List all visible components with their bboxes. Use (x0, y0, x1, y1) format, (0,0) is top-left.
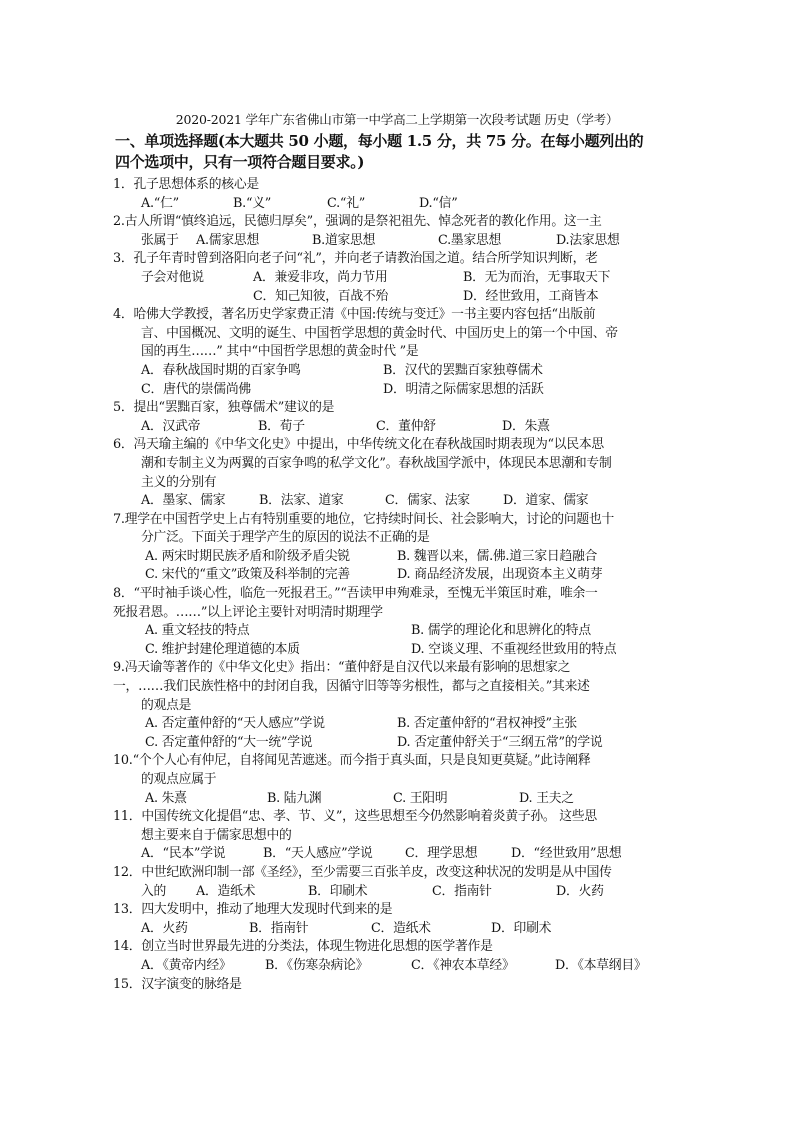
option-d: D．《本草纲目》 (555, 957, 647, 973)
option-row (113, 288, 678, 307)
question-6 (113, 436, 678, 510)
option-a: A．《黄帝内经》 (141, 957, 232, 973)
option-d: D．印刷术 (491, 920, 552, 936)
option-c: C.墨家思想 (438, 232, 502, 248)
option-b: B. 陆九渊 (267, 790, 322, 806)
question-stem-continued: 入的 (141, 883, 167, 899)
question-5 (113, 399, 678, 436)
option-b: B. 儒学的理论化和思辨化的特点 (411, 623, 591, 639)
option-a: A. 否定董仲舒的“天人感应”学说 (145, 716, 325, 732)
option-row (113, 920, 678, 939)
question-stem: 1．孔子思想体系的核心是 (113, 177, 259, 192)
question-list (113, 176, 678, 994)
question-9 (113, 659, 678, 752)
option-row (113, 790, 678, 809)
question-stem-continued: 潮和专制主义为两翼的百家争鸣的私学文化”。春秋战国学派中，体现民本思潮和专制 (141, 455, 612, 471)
option-c: C. 否定董仲舒的“大一统”学说 (145, 734, 313, 750)
option-row (113, 381, 678, 400)
question-stem: 7.理学在中国哲学史上占有特别重要的地位，它持续时间长、社会影响大，讨论的问题也十 (113, 511, 615, 527)
option-row (113, 492, 678, 511)
option-b: B. 魏晋以来，儒.佛.道三家日趋融合 (397, 548, 598, 564)
question-11 (113, 808, 678, 864)
option-b: B．“天人感应”学说 (263, 846, 373, 862)
option-d: D. 商品经济发展，出现资本主义萌芽 (397, 567, 603, 583)
question-stem: 6．冯天瑜主编的《中华文化史》中提出，中华传统文化在春秋战国时期表现为“以民本思 (113, 437, 604, 453)
question-8 (113, 585, 678, 659)
option-c: C．指南针 (432, 883, 492, 899)
option-c: C．董仲舒 (376, 418, 436, 434)
option-d: D．火药 (556, 883, 604, 899)
option-a: A．兼爱非攻，尚力节用 (253, 269, 388, 285)
option-a: A．火药 (141, 920, 188, 936)
option-c: C. 宋代的“重文”政策及科举制的完善 (145, 567, 350, 583)
question-12 (113, 864, 678, 901)
option-a: A．春秋战国时期的百家争鸣 (141, 362, 301, 378)
question-stem-continued: 的观点应属于 (141, 772, 217, 787)
option-row (113, 362, 678, 381)
option-b: B．法家、道家 (259, 493, 344, 509)
option-row (113, 195, 678, 214)
question-stem: 9.冯天谕等著作的《中华文化史》指出：“董仲舒是自汉代以来最有影响的思想家之 (113, 660, 571, 676)
option-c: C．造纸术 (371, 920, 431, 936)
question-stem-continued: 子会对他说 (141, 269, 204, 285)
option-d: D．道家、儒家 (503, 493, 589, 509)
option-d: D. 否定董仲舒关于“三纲五常”的学说 (397, 734, 603, 750)
option-d: D.“信” (419, 195, 458, 211)
section-heading (115, 131, 685, 173)
option-a: A．“民本”学说 (141, 846, 226, 862)
option-d: D．明清之际儒家思想的活跃 (383, 381, 544, 397)
question-4 (113, 306, 678, 399)
option-c: C．知己知彼，百战不殆 (253, 288, 389, 304)
option-row (113, 548, 678, 567)
option-b: B．荀子 (258, 418, 305, 434)
option-b: B．汉代的罢黜百家独尊儒术 (383, 362, 543, 378)
option-row (113, 418, 678, 437)
option-row (113, 957, 678, 976)
option-b: B.道家思想 (312, 232, 376, 248)
question-10 (113, 752, 678, 808)
option-c: C．《神农本草经》 (411, 957, 515, 973)
option-c: C. 维护封建伦理道德的本质 (145, 641, 300, 657)
option-row (113, 232, 678, 251)
option-b: B．无为而治，无事取天下 (463, 269, 611, 285)
option-b: B. 否定董仲舒的“君权神授”主张 (397, 716, 577, 732)
option-row (113, 883, 678, 902)
question-stem: 10.“个个人心有仲尼，自将闻见苦遮迷。而今指于真头面，只是良知更莫疑。”此诗阐释 (113, 753, 591, 769)
question-stem-continued: 一，……我们民族性格中的封闭自我，因循守旧等等劣根性，都与之直接相关。”其来述 (113, 679, 590, 695)
option-a: A．墨家、儒家 (141, 493, 226, 509)
question-2 (113, 213, 678, 250)
option-d: D. 空谈义理、不重视经世致用的特点 (411, 641, 617, 657)
option-row (113, 734, 678, 753)
option-c: C．唐代的崇儒尚佛 (141, 381, 251, 397)
question-stem: 14．创立当时世界最先进的分类法，体现生物进化思想的医学著作是 (113, 939, 493, 955)
option-b: B．指南针 (249, 920, 309, 936)
option-a: A．造纸术 (196, 883, 256, 899)
option-a: A. 重文轻技的特点 (145, 623, 250, 639)
question-stem-continued: 言、中国概况、文明的诞生、中国哲学思想的黄金时代、中国历史上的第一个中国、帝 (141, 325, 618, 341)
option-a: A. 朱熹 (145, 790, 187, 806)
question-stem: 3．孔子年青时曾到洛阳向老子问“礼”，并向老子请教治国之道。结合所学知识判断，老 (113, 251, 598, 267)
option-d: D．“经世致用”思想 (511, 846, 622, 862)
option-a: A.“仁” (141, 195, 179, 211)
question-15 (113, 976, 678, 995)
question-stem: 2.古人所谓“慎终追远，民德归厚矣”，强调的是祭祀祖先、悼念死者的教化作用。这一主 (113, 214, 602, 230)
question-stem: 5．提出“罢黜百家，独尊儒术”建议的是 (113, 400, 335, 416)
option-row (113, 269, 678, 288)
option-d: D. 王夫之 (519, 790, 574, 806)
question-stem: 13．四大发明中，推动了地理大发现时代到来的是 (113, 902, 393, 918)
option-row (113, 641, 678, 660)
question-14 (113, 938, 678, 975)
option-a: A. 两宋时期民族矛盾和阶级矛盾尖锐 (145, 548, 350, 564)
question-1 (113, 176, 678, 213)
question-stem-continued: 分广泛。下面关于理学产生的原因的说法不正确的是 (141, 530, 430, 546)
option-b: B.“义” (233, 195, 272, 211)
question-stem-continued: 的观点是 (141, 697, 192, 713)
question-13 (113, 901, 678, 938)
exam-title: 2020-2021 学年广东省佛山市第一中学高二上学期第一次段考试题 历史（学考） (175, 112, 619, 127)
option-row (113, 566, 678, 585)
option-b: B．《伤寒杂病论》 (265, 957, 369, 973)
section-heading-line-2: 四个选项中，只有一项符合题目要求。) (115, 153, 365, 171)
option-c: C.“礼” (327, 195, 366, 211)
question-stem-continued: 死报君恩。……”以上评论主要针对明清时期理学 (113, 604, 383, 620)
question-stem: 15．汉字演变的脉络是 (113, 976, 242, 992)
option-row (113, 715, 678, 734)
question-7 (113, 511, 678, 585)
section-heading-line-1: 一、单项选择题(本大题共 50 小题，每小题 1.5 分，共 75 分。在每小题列出的 (115, 132, 644, 150)
option-a: A.儒家思想 (196, 232, 259, 248)
option-d: D．朱熹 (502, 418, 550, 434)
question-stem: 12．中世纪欧洲印制一部《圣经》，至少需要三百张羊皮，改变这种状况的发明是从中国传 (113, 864, 612, 880)
question-stem: 4．哈佛大学教授，著名历史学家费正清《中国:传统与变迁》一书主要内容包括“出版前 (113, 307, 596, 323)
question-stem: 11．中国传统文化提倡“忠、孝、节、义”，这些思想至今仍然影响着炎黄子孙。 这些思 (113, 809, 597, 825)
option-d: D．经世致用，工商皆本 (463, 288, 599, 304)
option-c: C．理学思想 (405, 846, 478, 862)
option-a: A．汉武帝 (141, 418, 201, 434)
option-c: C. 王阳明 (393, 790, 448, 806)
option-b: B．印刷术 (308, 883, 368, 899)
option-d: D.法家思想 (556, 232, 620, 248)
question-stem-continued: 国的再生……” 其中“中国哲学思想的黄金时代 ”是 (141, 344, 419, 360)
option-c: C．儒家、法家 (385, 493, 470, 509)
question-stem-continued: 主义的分别有 (141, 474, 217, 490)
question-stem-continued: 张属于 (141, 232, 179, 248)
question-stem-continued: 想主要来自于儒家思想中的 (141, 827, 292, 843)
question-3 (113, 250, 678, 306)
question-stem: 8．“平时袖手谈心性，临危一死报君王。”“吾读甲申殉难录，至愧无半策匡时难，唯余一 (113, 586, 598, 602)
option-row (113, 622, 678, 641)
option-row (113, 845, 678, 864)
